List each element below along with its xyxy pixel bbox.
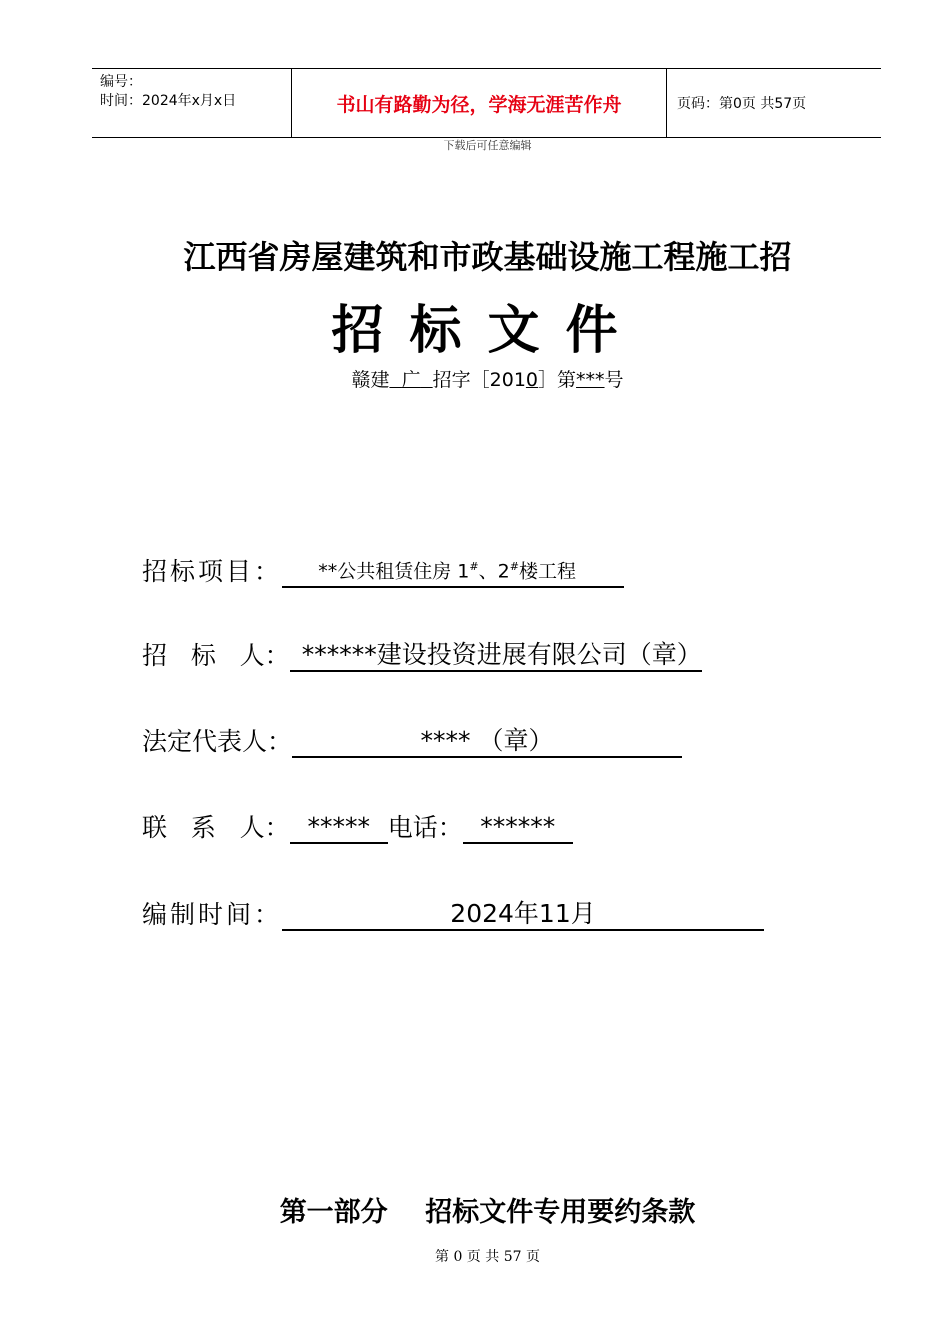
page-footer: 第 0 页 共 57 页 xyxy=(435,1249,540,1265)
document-title-line2: 招标文件 xyxy=(331,300,644,361)
legal-rep-label: 法定代表人： xyxy=(142,727,293,756)
header-meta-cell xyxy=(92,69,292,137)
date-value: 2024年11月 xyxy=(282,899,764,931)
number-label: 编号： xyxy=(100,74,142,90)
phone-label: 电话： xyxy=(387,813,463,842)
project-value: **公共租赁住房 1#、2#楼工程 xyxy=(282,552,624,588)
tenderer-value: ******建设投资进展有限公司（章） xyxy=(290,640,702,672)
docno-region: 广 xyxy=(401,369,421,391)
contact-label: 联 系 人： xyxy=(142,813,290,842)
header-motto: 书山有路勤为径，学海无涯苦作舟 xyxy=(292,69,667,137)
legal-rep-value: **** （章） xyxy=(292,726,682,758)
tenderer-label: 招 标 人： xyxy=(142,641,290,670)
header-page-info: 页码：第0页 共57页 xyxy=(677,96,807,112)
contact-value: ***** xyxy=(290,812,388,844)
time-label: 时间：2024年x月x日 xyxy=(100,93,237,109)
tenderer-row xyxy=(142,636,702,672)
docno-mid: 招字［201 xyxy=(432,369,526,391)
docno-close: ］第 xyxy=(538,369,577,391)
editable-note: 下载后可任意编辑 xyxy=(443,139,532,152)
legal-rep-row xyxy=(142,722,682,758)
document-title-line1: 江西省房屋建筑和市政基础设施工程施工招 xyxy=(183,238,792,276)
document-number xyxy=(0,365,950,392)
part-title: 第一部分 招标文件专用要约条款 xyxy=(279,1197,696,1228)
docno-suffix: 号 xyxy=(604,369,624,391)
project-label: 招标项目： xyxy=(142,557,283,587)
contact-row xyxy=(142,808,573,844)
project-row xyxy=(142,552,624,588)
date-row xyxy=(142,895,764,931)
docno-num: *** xyxy=(576,369,605,391)
docno-year-digit: 0 xyxy=(525,369,539,391)
docno-prefix: 赣建 xyxy=(351,369,390,391)
document-header xyxy=(92,68,881,138)
date-label: 编制时间： xyxy=(142,900,283,929)
phone-value: ****** xyxy=(463,812,573,844)
